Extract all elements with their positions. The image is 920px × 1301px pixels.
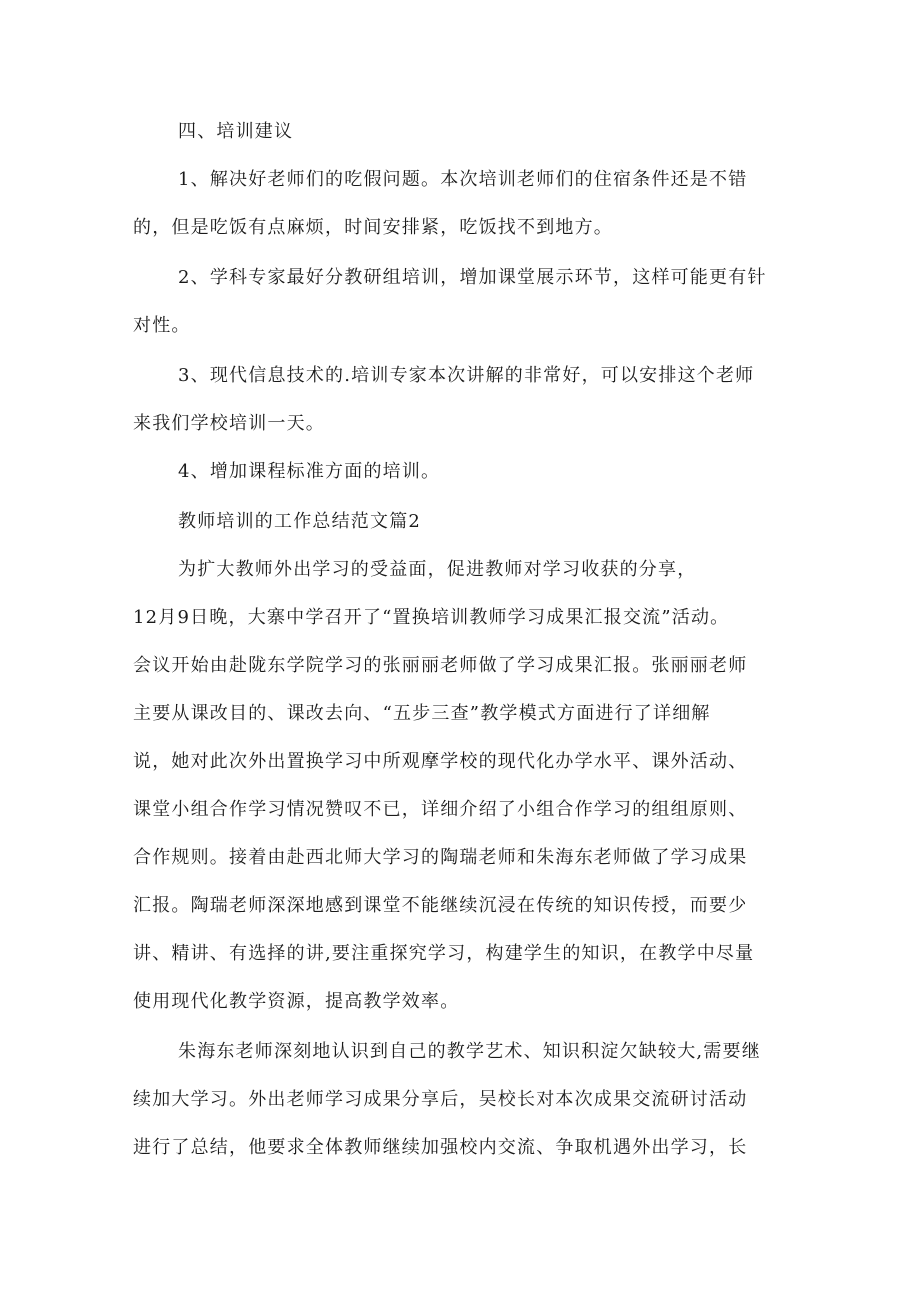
paragraph-line: 课堂小组合作学习情况赞叹不已，详细介绍了小组合作学习的组组原则、 [133, 799, 748, 820]
paragraph-line: 12月9日晚，大寨中学召开了“置换培训教师学习成果汇报交流”活动。 [133, 607, 730, 628]
paragraph-line: 1、解决好老师们的吃假问题。本次培训老师们的住宿条件还是不错 [178, 169, 748, 190]
paragraph-line: 续加大学习。外出老师学习成果分享后，吴校长对本次成果交流研讨活动 [133, 1089, 748, 1110]
paragraph-line: 4、增加课程标准方面的培训。 [178, 461, 441, 482]
paragraph-line: 讲、精讲、有选择的讲,要注重探究学习，构建学生的知识，在教学中尽量 [133, 943, 755, 964]
paragraph-line: 汇报。陶瑞老师深深地感到课堂不能继续沉浸在传统的知识传授，而要少 [133, 895, 748, 916]
paragraph-line: 朱海东老师深刻地认识到自己的教学艺术、知识积淀欠缺较大,需要继 [178, 1041, 761, 1062]
paragraph-line: 使用现代化教学资源，提高教学效率。 [133, 991, 460, 1012]
paragraph-line: 合作规则。接着由赴西北师大学习的陶瑞老师和朱海东老师做了学习成果 [133, 847, 748, 868]
paragraph-line: 2、学科专家最好分教研组培训，增加课堂展示环节，这样可能更有针 [178, 267, 767, 288]
paragraph-line: 进行了总结，他要求全体教师继续加强校内交流、争取机遇外出学习，长 [133, 1137, 748, 1158]
paragraph-line: 会议开始由赴陇东学院学习的张丽丽老师做了学习成果汇报。张丽丽老师 [133, 655, 748, 676]
paragraph-line: 主要从课改目的、课改去向、“五步三查”教学模式方面进行了详细解 [133, 703, 711, 724]
paragraph-line: 的，但是吃饭有点麻烦，时间安排紧，吃饭找不到地方。 [133, 217, 613, 238]
paragraph-line: 对性。 [133, 315, 191, 336]
paragraph-line: 为扩大教师外出学习的受益面，促进教师对学习收获的分享， [178, 559, 697, 580]
paragraph-line: 来我们学校培训一天。 [133, 413, 325, 434]
paragraph-line: 说，她对此次外出置换学习中所观摩学校的现代化办学水平、课外活动、 [133, 751, 748, 772]
section-heading: 四、培训建议 [178, 121, 294, 142]
paragraph-line: 3、现代信息技术的.培训专家本次讲解的非常好，可以安排这个老师 [178, 365, 755, 386]
article-title: 教师培训的工作总结范文篇2 [178, 511, 422, 532]
